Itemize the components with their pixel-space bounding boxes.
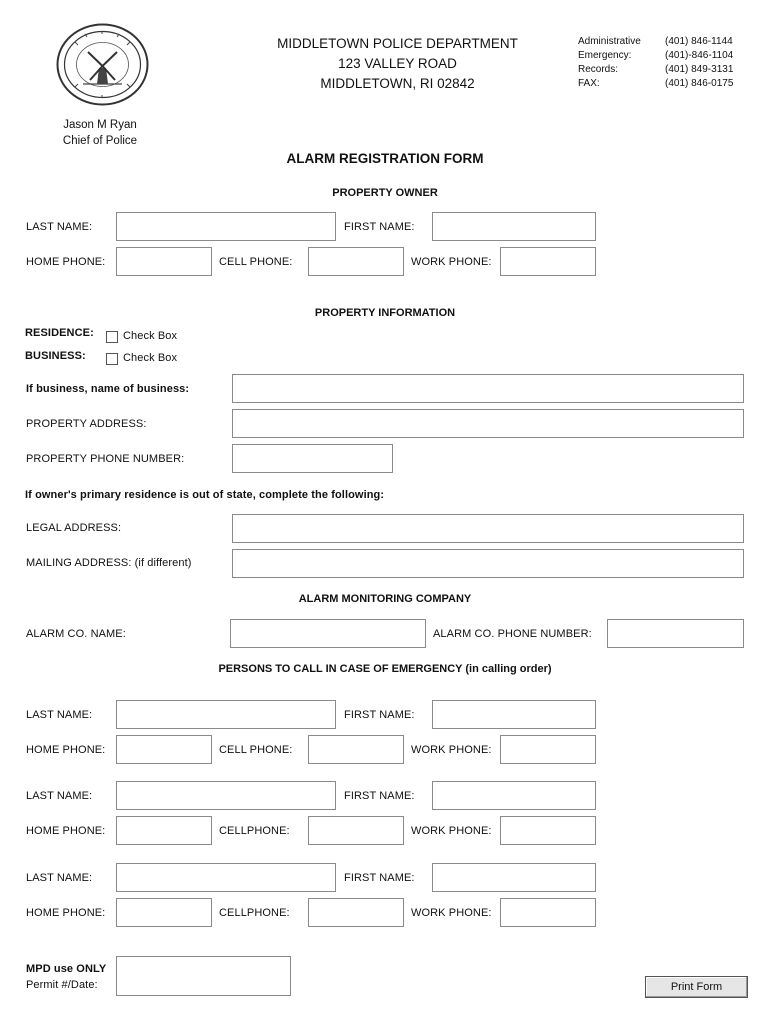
- legal-address-input[interactable]: [232, 514, 744, 543]
- property-phone-label: PROPERTY PHONE NUMBER:: [26, 453, 185, 465]
- residence-checkbox[interactable]: [106, 331, 118, 343]
- chief-block: [40, 117, 160, 149]
- emergency2-cell-phone-input[interactable]: [308, 816, 404, 845]
- contact-value-emergency: (401)-846-1104: [665, 50, 734, 61]
- owner-home-phone-input[interactable]: [116, 247, 212, 276]
- emergency1-work-phone-label: WORK PHONE:: [411, 744, 492, 756]
- street-address: 123 VALLEY ROAD: [338, 56, 457, 71]
- contact-label-records: Records:: [578, 64, 619, 75]
- section-emergency-contacts: PERSONS TO CALL IN CASE OF EMERGENCY (in calling order): [218, 663, 552, 675]
- emergency1-home-phone-label: HOME PHONE:: [26, 744, 106, 756]
- emergency3-first-name-label: FIRST NAME:: [344, 872, 415, 884]
- emergency1-last-name-input[interactable]: [116, 700, 336, 729]
- city-state-zip: MIDDLETOWN, RI 02842: [320, 76, 475, 91]
- contact-value-records: (401) 849-3131: [665, 64, 734, 75]
- section-property-owner: PROPERTY OWNER: [332, 187, 438, 199]
- business-name-label: If business, name of business:: [26, 383, 190, 395]
- mailing-address-input[interactable]: [232, 549, 744, 578]
- emergency1-work-phone-input[interactable]: [500, 735, 596, 764]
- town-seal-logo: [55, 22, 150, 107]
- department-address: [230, 34, 565, 94]
- alarm-co-name-input[interactable]: [230, 619, 426, 648]
- business-checkbox[interactable]: [106, 353, 118, 365]
- section-alarm-monitoring: ALARM MONITORING COMPANY: [298, 593, 472, 605]
- mpd-use-only-label: MPD use ONLY: [26, 963, 107, 975]
- emergency1-home-phone-input[interactable]: [116, 735, 212, 764]
- permit-date-label: Permit #/Date:: [26, 979, 98, 991]
- contact-label-admin: Administrative: [578, 36, 641, 47]
- owner-last-name-label: LAST NAME:: [26, 221, 93, 233]
- owner-first-name-label: FIRST NAME:: [344, 221, 415, 233]
- legal-address-label: LEGAL ADDRESS:: [26, 522, 122, 534]
- emergency2-last-name-label: LAST NAME:: [26, 790, 93, 802]
- emergency3-cell-phone-input[interactable]: [308, 898, 404, 927]
- emergency1-cell-phone-input[interactable]: [308, 735, 404, 764]
- emergency3-cell-phone-label: CELLPHONE:: [219, 907, 290, 919]
- business-name-input[interactable]: [232, 374, 744, 403]
- emergency3-last-name-input[interactable]: [116, 863, 336, 892]
- section-property-information: PROPERTY INFORMATION: [314, 307, 456, 319]
- owner-work-phone-input[interactable]: [500, 247, 596, 276]
- emergency2-home-phone-input[interactable]: [116, 816, 212, 845]
- emergency2-first-name-input[interactable]: [432, 781, 596, 810]
- contact-value-admin: (401) 846-1144: [665, 36, 733, 47]
- owner-cell-phone-label: CELL PHONE:: [219, 256, 293, 268]
- out-of-state-note: If owner's primary residence is out of state, complete the following:: [25, 489, 385, 501]
- emergency2-first-name-label: FIRST NAME:: [344, 790, 415, 802]
- residence-checkbox-label: Check Box: [123, 330, 178, 342]
- property-address-label: PROPERTY ADDRESS:: [26, 418, 147, 430]
- mailing-address-label: MAILING ADDRESS: (if different): [26, 557, 192, 569]
- alarm-co-phone-input[interactable]: [607, 619, 744, 648]
- chief-name: Jason M Ryan: [63, 119, 137, 131]
- emergency1-first-name-input[interactable]: [432, 700, 596, 729]
- emergency3-home-phone-label: HOME PHONE:: [26, 907, 106, 919]
- contact-label-emergency: Emergency:: [578, 50, 632, 61]
- emergency3-work-phone-input[interactable]: [500, 898, 596, 927]
- business-checkbox-label: Check Box: [123, 352, 178, 364]
- business-label: BUSINESS:: [25, 350, 86, 362]
- contact-label-fax: FAX:: [578, 78, 600, 89]
- owner-last-name-input[interactable]: [116, 212, 336, 241]
- emergency1-last-name-label: LAST NAME:: [26, 709, 93, 721]
- emergency2-work-phone-label: WORK PHONE:: [411, 825, 492, 837]
- emergency3-work-phone-label: WORK PHONE:: [411, 907, 492, 919]
- emergency3-home-phone-input[interactable]: [116, 898, 212, 927]
- chief-title: Chief of Police: [62, 135, 138, 147]
- alarm-co-phone-label: ALARM CO. PHONE NUMBER:: [433, 628, 592, 640]
- owner-work-phone-label: WORK PHONE:: [411, 256, 492, 268]
- property-address-input[interactable]: [232, 409, 744, 438]
- print-form-button[interactable]: Print Form: [645, 976, 748, 998]
- emergency3-last-name-label: LAST NAME:: [26, 872, 93, 884]
- permit-date-input[interactable]: [116, 956, 291, 996]
- owner-home-phone-label: HOME PHONE:: [26, 256, 106, 268]
- emergency1-cell-phone-label: CELL PHONE:: [219, 744, 293, 756]
- form-title: ALARM REGISTRATION FORM: [286, 151, 484, 166]
- residence-label: RESIDENCE:: [25, 327, 94, 339]
- department-name: MIDDLETOWN POLICE DEPARTMENT: [277, 36, 518, 51]
- owner-first-name-input[interactable]: [432, 212, 596, 241]
- owner-cell-phone-input[interactable]: [308, 247, 404, 276]
- alarm-co-name-label: ALARM CO. NAME:: [26, 628, 126, 640]
- contact-value-fax: (401) 846-0175: [665, 78, 734, 89]
- emergency2-cell-phone-label: CELLPHONE:: [219, 825, 290, 837]
- emergency2-home-phone-label: HOME PHONE:: [26, 825, 106, 837]
- emergency2-last-name-input[interactable]: [116, 781, 336, 810]
- emergency2-work-phone-input[interactable]: [500, 816, 596, 845]
- emergency1-first-name-label: FIRST NAME:: [344, 709, 415, 721]
- property-phone-input[interactable]: [232, 444, 393, 473]
- emergency3-first-name-input[interactable]: [432, 863, 596, 892]
